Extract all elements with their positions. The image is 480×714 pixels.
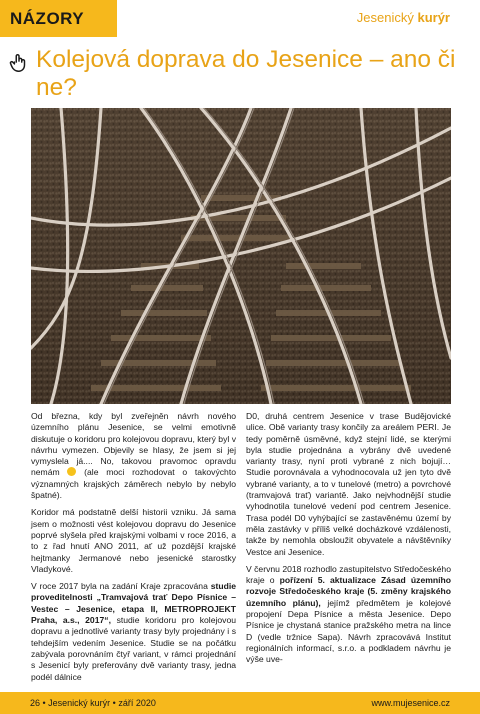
brand-name-part2: kurýr [417,10,450,25]
hand-pointer-icon [8,52,30,74]
paragraph [31,411,236,501]
paragraph-bold-text: studie proveditelnosti „Tramvajová trať Depo Písnice – Vestec – Jesenice, etapa II, METROPROJEKT Praha, a.s., 2017“, [31,581,236,626]
paragraph: Koridor má podstatně delší historii vzniku. Já sama jsem o možnosti vést kolejovou dopravu do Jesenice poprvé slyšela před krajskými volbami v roce 2016, a to z řad hnutí ANO 2011, ať už pozdější krajské hejtmanky Jermanové nebo jesenické starostky Vladykové. [31,507,236,574]
paragraph-text: V červnu 2018 rozhodlo zastupitelstvo Středočeského kraje o [246,563,451,586]
paragraph: D0, druhá centrem Jesenice v trase Budějovické ulice. Obě varianty trasy končily za areálem PERI. Je tedy poměrně úsměvné, když stejní lidé, se kterými byla studie projednána a vybrány dvě uvedené varianty trasy, nyní proti vybrané z nich bojují… Studie porovnávala a vyhodnocovala už jen tyto dvě vybrané varianty, a to v tunelové (metro) a povrchové (tramvajová trať) variantě. Jako nejvhodnější studie vyhodnotila tunelové vedení pod centrem Jesenice. Trasa podél D0 vyhýbající se zastavěnému území by měla zastávky v příliš velké docházkové vzdálenosti, takže by nemohla obsloužit obyvatele a návštěvníky Vestce ani Jesenice. [246,411,451,557]
paragraph-text: studie koridoru pro kolejovou dopravu a jednotlivé varianty trasy byly projednány i s tehdejším vedením Jesenice. Studie se na počátku zabývala porovnáním čtyř variant, v rámci projednání s Jesenicí byly preferovány dvě varianty trasy, jedna podél dálnice [31,615,237,682]
section-tag [0,0,117,37]
paragraph-text: Od března, kdy byl zveřejněn návrh nového územního plánu Jesenice, se velmi emotivně diskutuje o koridoru pro kolejovou dopravu, který byl v návrhu vymezen. Objevily se hlasy, že jsem si jej vymyslela já.... No, takovou pravomoc opravdu nemám [31,411,236,478]
footer-issue-info: 26 • Jesenický kurýr • září 2020 [30,698,156,708]
paragraph [31,581,236,683]
article-body [31,411,451,689]
paragraph-text: jejímž předmětem je kolejové propojení Depa Písnice a města Jesenice. Depo Písnice je chystaná stanice pražského metra na lince D (vedle tržnice Sapa). Návrh zpracovává Institut regionálních informací, s.r.o. a podkladem návrhu je výše uve- [246,597,452,665]
brand-name-part1: Jesenický [356,10,414,25]
article-column-right [246,411,451,689]
article-title: Kolejová doprava do Jesenice – ano či ne? [36,46,456,101]
footer-website-link[interactable]: www.mujesenice.cz [371,698,450,708]
article-column-left [31,411,236,689]
article-header [8,46,468,102]
paragraph-text: (ale moci rozhodovat o takovýchto významných krajských záměrech nebylo by nebylo špatné). [31,467,236,501]
railway-tracks-photo [31,108,451,404]
railway-tracks-illustration [31,108,451,404]
smiley-icon [67,467,76,476]
paragraph-text: V roce 2017 byla na zadání Kraje zpracována [31,581,208,592]
masthead-brand [357,10,450,25]
paragraph [246,564,451,666]
paragraph-bold-text: pořízení 5. aktualizace Zásad územního rozvoje Středočeského kraje (5. změny krajského územního plánu), [246,575,452,608]
page-footer [0,692,480,714]
section-label: NÁZORY [10,8,85,28]
